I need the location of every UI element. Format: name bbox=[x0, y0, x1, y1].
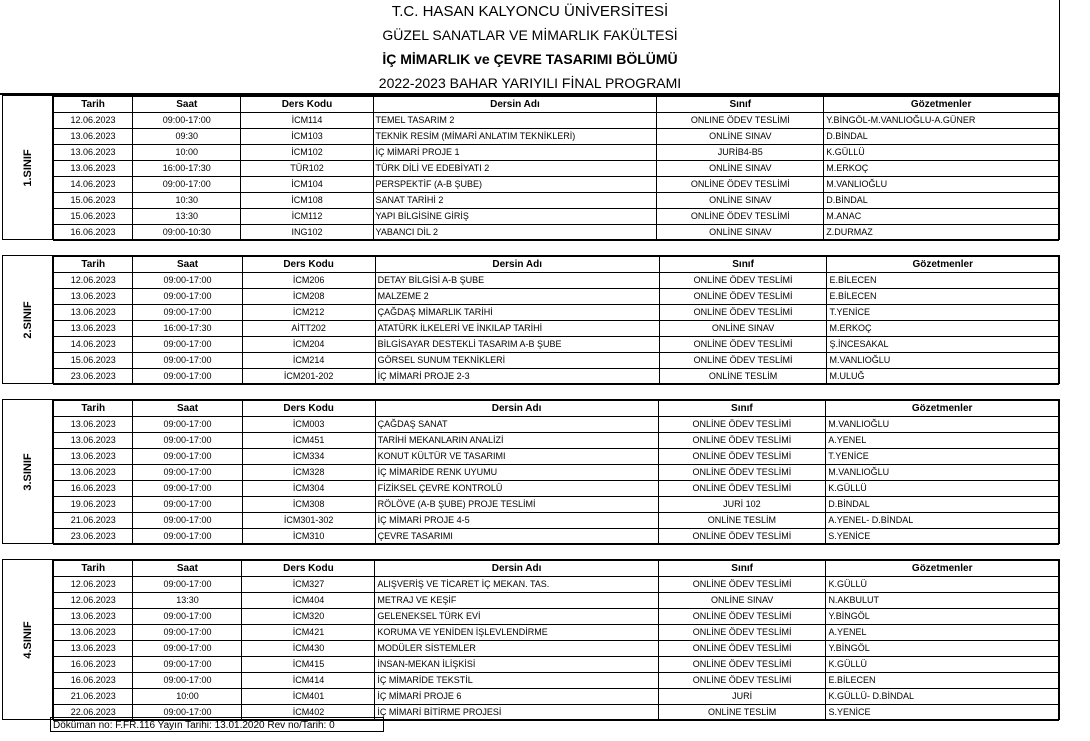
cell-sinif: ONLİNE ÖDEV TESLİMİ bbox=[659, 353, 827, 369]
table-row bbox=[54, 113, 1059, 129]
table-row bbox=[54, 161, 1059, 177]
cell-sinif: ONLİNE ÖDEV TESLİMİ bbox=[658, 417, 826, 433]
section-2-sinif bbox=[2, 255, 1060, 384]
table-row bbox=[54, 577, 1059, 593]
table-row bbox=[54, 337, 1059, 353]
cell-saat: 09:00-17:00 bbox=[133, 497, 242, 513]
cell-tarih: 15.06.2023 bbox=[54, 193, 133, 209]
cell-ders-kodu: TÜR102 bbox=[241, 161, 373, 177]
cell-tarih: 13.06.2023 bbox=[54, 641, 133, 657]
cell-dersin-adi: ALIŞVERİŞ VE TİCARET İÇ MEKAN. TAS. bbox=[375, 577, 658, 593]
cell-dersin-adi: GÖRSEL SUNUM TEKNİKLERİ bbox=[375, 353, 659, 369]
cell-gozetmenler: Ş.İNCESAKAL bbox=[827, 337, 1059, 353]
cell-tarih: 22.06.2023 bbox=[54, 705, 133, 721]
cell-tarih: 16.06.2023 bbox=[54, 657, 133, 673]
cell-saat: 09:00-17:00 bbox=[133, 465, 242, 481]
cell-ders-kodu: İCM328 bbox=[242, 465, 375, 481]
cell-tarih: 12.06.2023 bbox=[54, 577, 133, 593]
cell-saat: 09:00-17:00 bbox=[133, 625, 242, 641]
cell-gozetmenler: A.YENEL- D.BİNDAL bbox=[826, 513, 1059, 529]
cell-sinif: ONLİNE SINAV bbox=[657, 193, 824, 209]
cell-tarih: 16.06.2023 bbox=[54, 225, 133, 241]
table-row bbox=[54, 513, 1059, 529]
cell-ders-kodu: ING102 bbox=[241, 225, 373, 241]
table-row bbox=[54, 657, 1059, 673]
cell-dersin-adi: MODÜLER SİSTEMLER bbox=[375, 641, 658, 657]
cell-ders-kodu: İCM104 bbox=[241, 177, 373, 193]
cell-gozetmenler: K.GÜLLÜ- D.BİNDAL bbox=[826, 689, 1059, 705]
cell-ders-kodu: İCM114 bbox=[241, 113, 373, 129]
column-header-tarih: Tarih bbox=[54, 561, 133, 577]
cell-ders-kodu: İCM308 bbox=[242, 497, 375, 513]
cell-gozetmenler: Y.BİNGÖL-M.VANLIOĞLU-A.GÜNER bbox=[824, 113, 1059, 129]
column-header-tarih: Tarih bbox=[54, 401, 133, 417]
cell-tarih: 14.06.2023 bbox=[54, 337, 133, 353]
cell-ders-kodu: İCM102 bbox=[241, 145, 373, 161]
cell-sinif: ONLİNE ÖDEV TESLİMİ bbox=[658, 465, 826, 481]
cell-saat: 09:00-17:00 bbox=[133, 433, 242, 449]
cell-dersin-adi: ÇAĞDAŞ MİMARLIK TARİHİ bbox=[375, 305, 659, 321]
cell-sinif: ONLİNE ÖDEV TESLİMİ bbox=[658, 609, 826, 625]
cell-dersin-adi: İÇ MİMARİ PROJE 2-3 bbox=[375, 369, 659, 385]
faculty-title: GÜZEL SANATLAR VE MİMARLIK FAKÜLTESİ bbox=[382, 27, 678, 43]
column-header-sinif: Sınıf bbox=[658, 401, 826, 417]
cell-saat: 16:00-17:30 bbox=[133, 321, 242, 337]
cell-tarih: 19.06.2023 bbox=[54, 497, 133, 513]
section-label-cell bbox=[3, 560, 53, 719]
column-header-saat: Saat bbox=[133, 561, 242, 577]
cell-dersin-adi: İÇ MİMARİ PROJE 6 bbox=[375, 689, 658, 705]
cell-saat: 09:00-17:00 bbox=[133, 673, 242, 689]
section-label: 3.SINIF bbox=[21, 452, 34, 491]
cell-ders-kodu: İCM208 bbox=[242, 289, 375, 305]
program-title: 2022-2023 BAHAR YARIYILI FİNAL PROGRAMI bbox=[378, 75, 682, 91]
table-row bbox=[54, 305, 1059, 321]
cell-sinif: ONLİNE ÖDEV TESLİMİ bbox=[659, 305, 827, 321]
cell-gozetmenler: M.VANLIOĞLU bbox=[824, 177, 1059, 193]
cell-ders-kodu: İCM201-202 bbox=[242, 369, 375, 385]
cell-saat: 09:30 bbox=[133, 129, 241, 145]
table-row bbox=[54, 321, 1059, 337]
cell-dersin-adi: ATATÜRK İLKELERİ VE İNKILAP TARİHİ bbox=[375, 321, 659, 337]
table-row bbox=[54, 177, 1059, 193]
cell-gozetmenler: M.ULUĞ bbox=[827, 369, 1059, 385]
cell-tarih: 13.06.2023 bbox=[54, 129, 133, 145]
cell-ders-kodu: İCM327 bbox=[242, 577, 375, 593]
cell-ders-kodu: AİTT202 bbox=[242, 321, 375, 337]
cell-gozetmenler: T.YENİCE bbox=[826, 449, 1059, 465]
cell-dersin-adi: FİZİKSEL ÇEVRE KONTROLÜ bbox=[375, 481, 658, 497]
cell-tarih: 13.06.2023 bbox=[54, 289, 133, 305]
cell-ders-kodu: İCM451 bbox=[242, 433, 375, 449]
cell-gozetmenler: Z.DURMAZ bbox=[824, 225, 1059, 241]
cell-ders-kodu: İCM334 bbox=[242, 449, 375, 465]
cell-tarih: 16.06.2023 bbox=[54, 481, 133, 497]
cell-sinif: ONLİNE ÖDEV TESLİMİ bbox=[658, 449, 826, 465]
cell-ders-kodu: İCM212 bbox=[242, 305, 375, 321]
cell-ders-kodu: İCM003 bbox=[242, 417, 375, 433]
cell-gozetmenler: A.YENEL bbox=[826, 625, 1059, 641]
column-header-gozetmenler: Gözetmenler bbox=[826, 401, 1059, 417]
cell-dersin-adi: ÇEVRE TASARIMI bbox=[375, 529, 658, 545]
cell-saat: 09:00-17:00 bbox=[133, 641, 242, 657]
cell-saat: 09:00-17:00 bbox=[133, 289, 242, 305]
cell-sinif: ONLİNE SINAV bbox=[657, 161, 824, 177]
cell-ders-kodu: İCM415 bbox=[242, 657, 375, 673]
cell-gozetmenler: E.BİLECEN bbox=[827, 273, 1059, 289]
table-header-row bbox=[54, 97, 1059, 113]
cell-saat: 09:00-17:00 bbox=[133, 705, 242, 721]
section-label-cell bbox=[3, 400, 53, 543]
cell-dersin-adi: İÇ MİMARİDE RENK UYUMU bbox=[375, 465, 658, 481]
cell-dersin-adi: GELENEKSEL TÜRK EVİ bbox=[375, 609, 658, 625]
cell-saat: 09:00-17:00 bbox=[133, 529, 242, 545]
cell-saat: 13:30 bbox=[133, 209, 241, 225]
cell-sinif: ONLİNE TESLİM bbox=[658, 705, 826, 721]
section-label: 1.SINIF bbox=[21, 148, 34, 187]
column-header-dersin-adi: Dersin Adı bbox=[375, 401, 658, 417]
cell-ders-kodu: İCM430 bbox=[242, 641, 375, 657]
cell-tarih: 12.06.2023 bbox=[54, 593, 133, 609]
cell-gozetmenler: S.YENİCE bbox=[826, 529, 1059, 545]
cell-ders-kodu: İCM103 bbox=[241, 129, 373, 145]
cell-sinif: ONLİNE ÖDEV TESLİMİ bbox=[658, 481, 826, 497]
cell-saat: 09:00-17:00 bbox=[133, 177, 241, 193]
cell-ders-kodu: İCM112 bbox=[241, 209, 373, 225]
cell-ders-kodu: İCM108 bbox=[241, 193, 373, 209]
cell-dersin-adi: YAPI BİLGİSİNE GİRİŞ bbox=[373, 209, 657, 225]
document-footer: Döküman no: F.FR.116 Yayın Tarihi: 13.01.2020 Rev no/Tarih: 0 bbox=[50, 717, 384, 732]
column-header-tarih: Tarih bbox=[54, 97, 133, 113]
cell-saat: 09:00-17:00 bbox=[133, 353, 242, 369]
cell-gozetmenler: K.GÜLLÜ bbox=[824, 145, 1059, 161]
column-header-sinif: Sınıf bbox=[659, 257, 827, 273]
cell-sinif: ONLİNE SINAV bbox=[657, 129, 824, 145]
table-row bbox=[54, 609, 1059, 625]
cell-sinif: ONLİNE SINAV bbox=[659, 321, 827, 337]
cell-ders-kodu: İCM310 bbox=[242, 529, 375, 545]
table-row bbox=[54, 145, 1059, 161]
schedule-table bbox=[53, 256, 1059, 385]
cell-sinif: ONLİNE ÖDEV TESLİMİ bbox=[658, 577, 826, 593]
cell-gozetmenler: N.AKBULUT bbox=[826, 593, 1059, 609]
cell-dersin-adi: İÇ MİMARİ BİTİRME PROJESİ bbox=[375, 705, 658, 721]
cell-dersin-adi: İNSAN-MEKAN İLİŞKİSİ bbox=[375, 657, 658, 673]
cell-tarih: 23.06.2023 bbox=[54, 369, 133, 385]
section-3-sinif bbox=[2, 399, 1060, 544]
section-4-sinif bbox=[2, 559, 1060, 720]
cell-sinif: ONLİNE ÖDEV TESLİMİ bbox=[658, 625, 826, 641]
cell-saat: 09:00-10:30 bbox=[133, 225, 241, 241]
cell-sinif: JURİ bbox=[658, 689, 826, 705]
cell-dersin-adi: KORUMA VE YENİDEN İŞLEVLENDİRME bbox=[375, 625, 658, 641]
department-title: İÇ MİMARLIK ve ÇEVRE TASARIMI BÖLÜMÜ bbox=[382, 51, 678, 67]
cell-gozetmenler: E.BİLECEN bbox=[826, 673, 1059, 689]
cell-sinif: JURİ 102 bbox=[658, 497, 826, 513]
cell-gozetmenler: M.VANLIOĞLU bbox=[827, 353, 1059, 369]
cell-tarih: 13.06.2023 bbox=[54, 305, 133, 321]
cell-tarih: 15.06.2023 bbox=[54, 353, 133, 369]
cell-gozetmenler: D.BİNDAL bbox=[826, 497, 1059, 513]
cell-sinif: ONLİNE TESLİM bbox=[659, 369, 827, 385]
cell-sinif: ONLİNE ÖDEV TESLİMİ bbox=[658, 641, 826, 657]
table-row bbox=[54, 497, 1059, 513]
cell-dersin-adi: RÖLÖVE (A-B ŞUBE) PROJE TESLİMİ bbox=[375, 497, 658, 513]
cell-dersin-adi: TEMEL TASARIM 2 bbox=[373, 113, 657, 129]
column-header-saat: Saat bbox=[133, 401, 242, 417]
cell-ders-kodu: İCM304 bbox=[242, 481, 375, 497]
cell-gozetmenler: K.GÜLLÜ bbox=[826, 657, 1059, 673]
cell-saat: 10:00 bbox=[133, 145, 241, 161]
cell-gozetmenler: A.YENEL bbox=[826, 433, 1059, 449]
section-label: 2.SINIF bbox=[21, 300, 34, 339]
cell-sinif: ONLİNE ÖDEV TESLİMİ bbox=[658, 657, 826, 673]
cell-saat: 09:00-17:00 bbox=[133, 369, 242, 385]
cell-tarih: 12.06.2023 bbox=[54, 113, 133, 129]
cell-tarih: 13.06.2023 bbox=[54, 417, 133, 433]
table-header-row bbox=[54, 257, 1059, 273]
cell-sinif: ONLİNE SINAV bbox=[657, 225, 824, 241]
cell-dersin-adi: TÜRK DİLİ VE EDEBİYATI 2 bbox=[373, 161, 657, 177]
table-row bbox=[54, 433, 1059, 449]
cell-gozetmenler: M.ERKOÇ bbox=[824, 161, 1059, 177]
column-header-gozetmenler: Gözetmenler bbox=[827, 257, 1059, 273]
column-header-ders-kodu: Ders Kodu bbox=[241, 97, 373, 113]
section-1-sinif bbox=[2, 95, 1060, 240]
cell-ders-kodu: İCM301-302 bbox=[242, 513, 375, 529]
cell-saat: 10:30 bbox=[133, 193, 241, 209]
cell-dersin-adi: TARİHİ MEKANLARIN ANALİZİ bbox=[375, 433, 658, 449]
cell-ders-kodu: İCM204 bbox=[242, 337, 375, 353]
cell-saat: 13:30 bbox=[133, 593, 242, 609]
column-header-dersin-adi: Dersin Adı bbox=[375, 257, 659, 273]
cell-tarih: 13.06.2023 bbox=[54, 161, 133, 177]
cell-ders-kodu: İCM402 bbox=[242, 705, 375, 721]
cell-tarih: 23.06.2023 bbox=[54, 529, 133, 545]
cell-gozetmenler: D.BİNDAL bbox=[824, 129, 1059, 145]
column-header-saat: Saat bbox=[133, 257, 242, 273]
cell-sinif: ONLİNE TESLİM bbox=[658, 513, 826, 529]
cell-dersin-adi: METRAJ VE KEŞİF bbox=[375, 593, 658, 609]
column-header-dersin-adi: Dersin Adı bbox=[375, 561, 658, 577]
cell-saat: 09:00-17:00 bbox=[133, 305, 242, 321]
column-header-gozetmenler: Gözetmenler bbox=[826, 561, 1059, 577]
cell-gozetmenler: E.BİLECEN bbox=[827, 289, 1059, 305]
schedule-table bbox=[53, 96, 1059, 241]
cell-sinif: ONLİNE ÖDEV TESLİMİ bbox=[658, 433, 826, 449]
cell-tarih: 12.06.2023 bbox=[54, 273, 133, 289]
cell-saat: 09:00-17:00 bbox=[133, 449, 242, 465]
cell-gozetmenler: M.VANLIOĞLU bbox=[826, 465, 1059, 481]
cell-gozetmenler: K.GÜLLÜ bbox=[826, 577, 1059, 593]
cell-dersin-adi: KONUT KÜLTÜR VE TASARIMI bbox=[375, 449, 658, 465]
table-row bbox=[54, 129, 1059, 145]
schedule-table bbox=[53, 560, 1059, 721]
cell-sinif: ONLİNE ÖDEV TESLİMİ bbox=[657, 177, 824, 193]
column-header-gozetmenler: Gözetmenler bbox=[824, 97, 1059, 113]
section-label: 4.SINIF bbox=[21, 620, 34, 659]
cell-saat: 09:00-17:00 bbox=[133, 417, 242, 433]
cell-saat: 09:00-17:00 bbox=[133, 113, 241, 129]
cell-gozetmenler: M.ERKOÇ bbox=[827, 321, 1059, 337]
cell-sinif: ONLİNE ÖDEV TESLİMİ bbox=[658, 529, 826, 545]
cell-tarih: 15.06.2023 bbox=[54, 209, 133, 225]
table-row bbox=[54, 193, 1059, 209]
table-row bbox=[54, 225, 1059, 241]
cell-sinif: ONLİNE SINAV bbox=[658, 593, 826, 609]
table-row bbox=[54, 289, 1059, 305]
table-row bbox=[54, 417, 1059, 433]
cell-gozetmenler: D.BİNDAL bbox=[824, 193, 1059, 209]
cell-ders-kodu: İCM404 bbox=[242, 593, 375, 609]
table-header-row bbox=[54, 561, 1059, 577]
cell-gozetmenler: K.GÜLLÜ bbox=[826, 481, 1059, 497]
table-row bbox=[54, 449, 1059, 465]
cell-sinif: ONLİNE ÖDEV TESLİMİ bbox=[658, 673, 826, 689]
cell-gozetmenler: M.VANLIOĞLU bbox=[826, 417, 1059, 433]
table-row bbox=[54, 673, 1059, 689]
table-row bbox=[54, 465, 1059, 481]
table-row bbox=[54, 625, 1059, 641]
table-row bbox=[54, 273, 1059, 289]
cell-saat: 09:00-17:00 bbox=[133, 481, 242, 497]
university-title: T.C. HASAN KALYONCU ÜNİVERSİTESİ bbox=[391, 3, 669, 20]
table-row bbox=[54, 529, 1059, 545]
table-row bbox=[54, 369, 1059, 385]
table-row bbox=[54, 481, 1059, 497]
cell-saat: 10:00 bbox=[133, 689, 242, 705]
cell-ders-kodu: İCM401 bbox=[242, 689, 375, 705]
column-header-ders-kodu: Ders Kodu bbox=[242, 401, 375, 417]
cell-dersin-adi: BİLGİSAYAR DESTEKLİ TASARIM A-B ŞUBE bbox=[375, 337, 659, 353]
cell-dersin-adi: İÇ MİMARİ PROJE 1 bbox=[373, 145, 657, 161]
column-header-sinif: Sınıf bbox=[658, 561, 826, 577]
cell-saat: 16:00-17:30 bbox=[133, 161, 241, 177]
cell-tarih: 14.06.2023 bbox=[54, 177, 133, 193]
cell-dersin-adi: YABANCI DİL 2 bbox=[373, 225, 657, 241]
cell-sinif: ONLİNE ÖDEV TESLİMİ bbox=[659, 337, 827, 353]
column-header-saat: Saat bbox=[133, 97, 241, 113]
cell-ders-kodu: İCM214 bbox=[242, 353, 375, 369]
cell-tarih: 13.06.2023 bbox=[54, 625, 133, 641]
table-header-row bbox=[54, 401, 1059, 417]
column-header-sinif: Sınıf bbox=[657, 97, 824, 113]
cell-tarih: 21.06.2023 bbox=[54, 513, 133, 529]
cell-dersin-adi: İÇ MİMARİ PROJE 4-5 bbox=[375, 513, 658, 529]
section-label-cell bbox=[3, 96, 53, 239]
schedule-table bbox=[53, 400, 1059, 545]
cell-tarih: 13.06.2023 bbox=[54, 465, 133, 481]
cell-tarih: 13.06.2023 bbox=[54, 321, 133, 337]
cell-sinif: ONLİNE ÖDEV TESLİMİ bbox=[657, 209, 824, 225]
cell-sinif: ONLINE ÖDEV TESLİMİ bbox=[657, 113, 824, 129]
column-header-ders-kodu: Ders Kodu bbox=[242, 561, 375, 577]
table-row bbox=[54, 689, 1059, 705]
cell-dersin-adi: DETAY BİLGİSİ A-B ŞUBE bbox=[375, 273, 659, 289]
cell-saat: 09:00-17:00 bbox=[133, 337, 242, 353]
cell-saat: 09:00-17:00 bbox=[133, 657, 242, 673]
cell-ders-kodu: İCM320 bbox=[242, 609, 375, 625]
cell-tarih: 13.06.2023 bbox=[54, 449, 133, 465]
cell-tarih: 21.06.2023 bbox=[54, 689, 133, 705]
section-label-cell bbox=[3, 256, 53, 383]
cell-sinif: ONLİNE ÖDEV TESLİMİ bbox=[659, 289, 827, 305]
cell-gozetmenler: S.YENİCE bbox=[826, 705, 1059, 721]
cell-gozetmenler: Y.BİNGÖL bbox=[826, 641, 1059, 657]
cell-tarih: 13.06.2023 bbox=[54, 609, 133, 625]
cell-saat: 09:00-17:00 bbox=[133, 513, 242, 529]
column-header-dersin-adi: Dersin Adı bbox=[373, 97, 657, 113]
table-row bbox=[54, 593, 1059, 609]
column-header-ders-kodu: Ders Kodu bbox=[242, 257, 375, 273]
cell-gozetmenler: M.ANAC bbox=[824, 209, 1059, 225]
column-header-tarih: Tarih bbox=[54, 257, 133, 273]
cell-dersin-adi: ÇAĞDAŞ SANAT bbox=[375, 417, 658, 433]
cell-dersin-adi: MALZEME 2 bbox=[375, 289, 659, 305]
cell-saat: 09:00-17:00 bbox=[133, 577, 242, 593]
cell-dersin-adi: SANAT TARİHİ 2 bbox=[373, 193, 657, 209]
cell-ders-kodu: İCM421 bbox=[242, 625, 375, 641]
cell-saat: 09:00-17:00 bbox=[133, 273, 242, 289]
cell-tarih: 16.06.2023 bbox=[54, 673, 133, 689]
cell-tarih: 13.06.2023 bbox=[54, 145, 133, 161]
table-row bbox=[54, 209, 1059, 225]
table-row bbox=[54, 641, 1059, 657]
cell-ders-kodu: İCM414 bbox=[242, 673, 375, 689]
cell-dersin-adi: TEKNİK RESİM (MİMARİ ANLATIM TEKNİKLERİ) bbox=[373, 129, 657, 145]
cell-gozetmenler: Y.BİNGÖL bbox=[826, 609, 1059, 625]
right-border bbox=[1059, 0, 1060, 95]
cell-sinif: JURİB4-B5 bbox=[657, 145, 824, 161]
cell-gozetmenler: T.YENİCE bbox=[827, 305, 1059, 321]
cell-dersin-adi: İÇ MİMARİDE TEKSTİL bbox=[375, 673, 658, 689]
cell-sinif: ONLİNE ÖDEV TESLİMİ bbox=[659, 273, 827, 289]
cell-tarih: 13.06.2023 bbox=[54, 433, 133, 449]
cell-saat: 09:00-17:00 bbox=[133, 609, 242, 625]
table-row bbox=[54, 353, 1059, 369]
cell-ders-kodu: İCM206 bbox=[242, 273, 375, 289]
cell-dersin-adi: PERSPEKTİF (A-B ŞUBE) bbox=[373, 177, 657, 193]
